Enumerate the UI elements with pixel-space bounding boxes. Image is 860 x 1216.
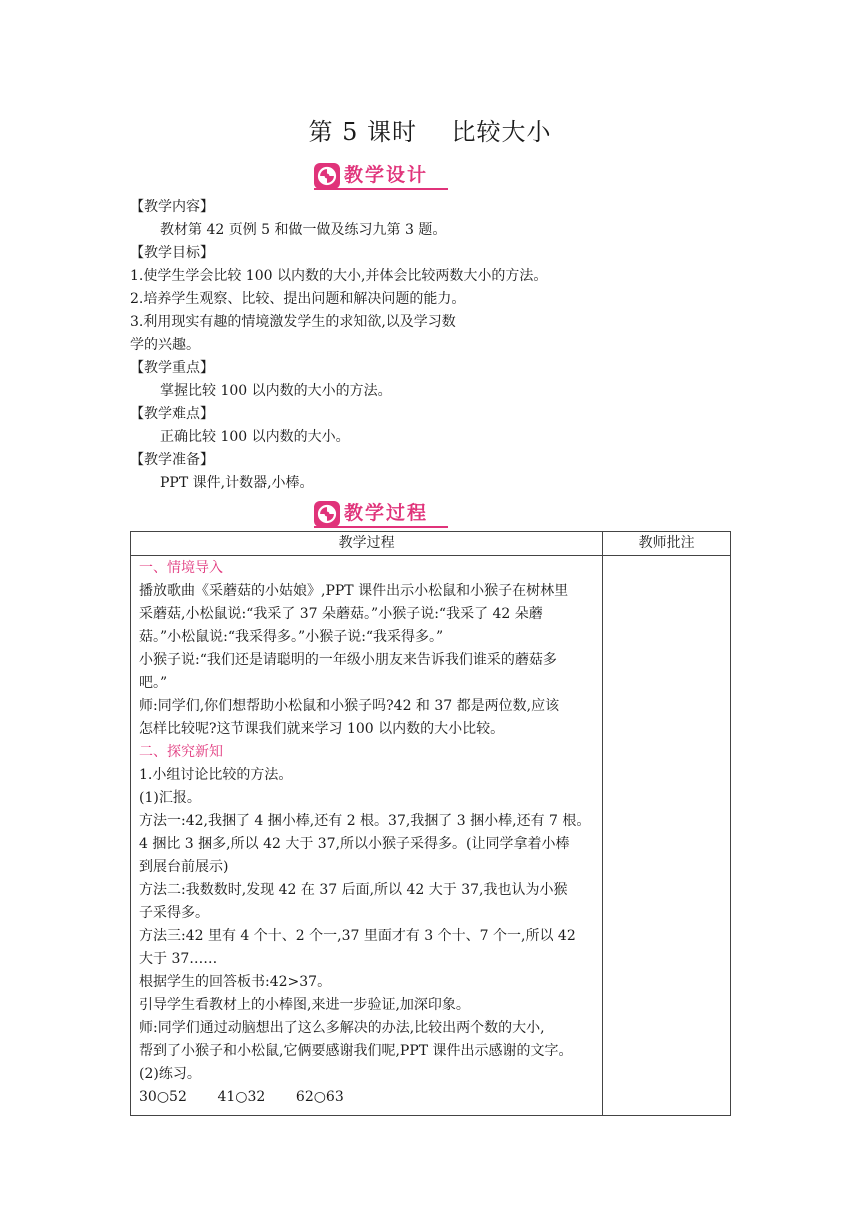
exercise-item: 41○32: [217, 1089, 266, 1105]
column-header-process: 教学过程: [131, 532, 603, 556]
section-line: 2.培养学生观察、比较、提出问题和解决问题的能力。: [130, 291, 466, 307]
text-line: 吧。”: [139, 675, 168, 691]
teaching-process-table: [130, 531, 731, 1116]
text-line: (1)汇报。: [139, 790, 201, 806]
section-heading: 【教学准备】: [130, 452, 214, 468]
text-line: 引导学生看教材上的小棒图,来进一步验证,加深印象。: [139, 997, 470, 1013]
text-line: (2)练习。: [139, 1066, 201, 1082]
section-line: 教材第 42 页例 5 和做一做及练习九第 3 题。: [160, 222, 447, 238]
text-line: 1.小组讨论比较的方法。: [139, 767, 293, 783]
section-teaching-goals: [130, 242, 547, 357]
table-row: [131, 556, 731, 1116]
text-line: 菇。”小松鼠说:“我采得多。”小猴子说:“我采得多。”: [139, 629, 444, 645]
exercise-item: 62○63: [295, 1089, 344, 1105]
text-line: 采蘑菇,小松鼠说:“我采了 37 朵蘑菇。”小猴子说:“我采了 42 朵蘑: [139, 606, 543, 622]
banner-label: 教学设计: [344, 164, 429, 186]
swirl-logo-icon: [314, 163, 340, 189]
exercise-row: [139, 1086, 594, 1109]
banner-underline: [314, 526, 448, 528]
table-header-row: [131, 532, 731, 556]
subheading: 二、探究新知: [139, 744, 223, 760]
text-line: 大于 37……: [139, 951, 218, 967]
section-heading: 【教学重点】: [130, 360, 214, 376]
text-line: 播放歌曲《采蘑菇的小姑娘》,PPT 课件出示小松鼠和小猴子在树林里: [139, 583, 569, 599]
text-line: 小猴子说:“我们还是请聪明的一年级小朋友来告诉我们谁采的蘑菇多: [139, 652, 557, 668]
text-line: 方法二:我数数时,发现 42 在 37 后面,所以 42 大于 37,我也认为小猴: [139, 882, 568, 898]
text-line: 根据学生的回答板书:42>37。: [139, 974, 332, 990]
section-difficulties: [130, 403, 350, 449]
banner-label: 教学过程: [344, 502, 429, 524]
text-line: 子采得多。: [139, 905, 209, 921]
section-line: 1.使学生学会比较 100 以内数的大小,并体会比较两数大小的方法。: [130, 268, 548, 284]
text-line: 师:同学们,你们想帮助小松鼠和小猴子吗?42 和 37 都是两位数,应该: [139, 698, 560, 714]
swirl-logo-icon: [314, 501, 340, 527]
text-line: 到展台前展示): [139, 859, 229, 875]
teaching-process-banner: [314, 500, 448, 528]
section-line: 正确比较 100 以内数的大小。: [160, 429, 350, 445]
section-heading: 【教学内容】: [130, 199, 214, 215]
subheading: 一、情境导入: [139, 560, 223, 576]
section-heading: 【教学目标】: [130, 245, 214, 261]
section-line: 3.利用现实有趣的情境激发学生的求知欲,以及学习数: [130, 314, 456, 330]
teaching-design-banner: [314, 162, 448, 190]
section-heading: 【教学难点】: [130, 406, 214, 422]
page-title: 第 5 课时 比较大小: [308, 118, 552, 146]
text-line: 方法三:42 里有 4 个十、2 个一,37 里面才有 3 个十、7 个一,所以 42: [139, 928, 576, 944]
section-line: PPT 课件,计数器,小棒。: [160, 475, 314, 491]
section-teaching-content: [130, 196, 446, 242]
section-key-points: [130, 357, 392, 403]
text-line: 怎样比较呢?这节课我们就来学习 100 以内数的大小比较。: [139, 721, 505, 737]
exercise-item: 30○52: [139, 1089, 187, 1105]
text-line: 4 捆比 3 捆多,所以 42 大于 37,所以小猴子采得多。(让同学拿着小棒: [139, 836, 570, 852]
notes-cell: [603, 556, 731, 1116]
text-line: 师:同学们通过动脑想出了这么多解决的办法,比较出两个数的大小,: [139, 1020, 545, 1036]
section-preparation: [130, 449, 314, 495]
text-line: 方法一:42,我捆了 4 捆小棒,还有 2 根。37,我捆了 3 捆小棒,还有 7 根。: [139, 813, 591, 829]
column-header-notes: 教师批注: [603, 532, 731, 556]
text-line: 帮到了小猴子和小松鼠,它俩要感谢我们呢,PPT 课件出示感谢的文字。: [139, 1043, 573, 1059]
section-line: 学的兴趣。: [130, 337, 200, 353]
section-line: 掌握比较 100 以内数的大小的方法。: [160, 383, 392, 399]
process-cell: [131, 556, 603, 1116]
banner-underline: [314, 188, 448, 190]
